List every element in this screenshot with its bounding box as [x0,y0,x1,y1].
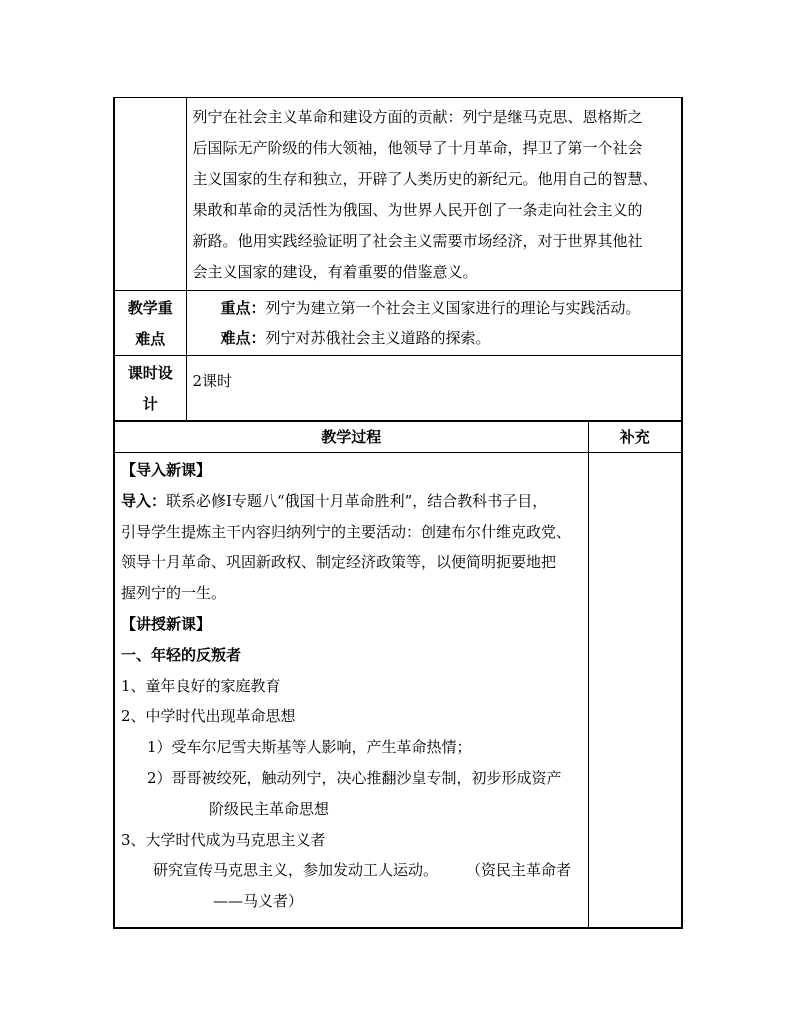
summary-line: 果敢和革命的灵活性为俄国、为世界人民开创了一条走向社会主义的 [192,201,643,219]
list-item: 3、大学时代成为马克思主义者 [121,830,326,849]
intro-line: 握列宁的一生。 [121,584,227,603]
intro-line: 引导学生提炼主干内容归纳列宁的主要活动：创建布尔什维克政党、 [121,522,572,541]
process-header: 教学过程 [114,421,588,453]
item3-note: ——马义者） [213,892,304,911]
summary-text [186,98,682,291]
key-points-content [186,291,682,356]
sub-item: 1）受车尔尼雪夫斯基等人影响，产生革命热情； [147,738,472,757]
summary-row [114,98,682,291]
difficult-point: 难点：列宁对苏俄社会主义道路的探索。 [220,329,491,347]
hours-value: 2课时 [186,356,682,422]
lecture-heading: 【讲授新课】 [121,614,212,633]
intro-line: 导入：联系必修Ⅰ专题八“俄国十月革命胜利”，结合教科书子目， [121,491,548,510]
summary-line: 列宁在社会主义革命和建设方面的贡献：列宁是继马克思、恩格斯之 [192,108,643,126]
summary-line: 后国际无产阶级的伟大领袖，他领导了十月革命，捍卫了第一个社会 [192,139,643,157]
hours-label: 课时设 计 [114,356,186,422]
key-points-row [114,291,682,356]
process-content [114,453,588,929]
list-item: 1、童年良好的家庭教育 [121,676,281,695]
hours-row [114,356,682,422]
list-item: 2、中学时代出现革命思想 [121,707,296,726]
supplement-header: 补充 [588,421,682,453]
intro-line: 领导十月革命、巩固新政权、制定经济政策等，以便简明扼要地把 [121,553,557,572]
item3-text: 研究宣传马克思主义，参加发动工人运动。 （资民主革命者 [153,861,572,880]
intro-heading: 【导入新课】 [121,461,212,479]
summary-line: 会主义国家的建设，有着重要的借鉴意义。 [192,263,478,281]
sub-item: 2）哥哥被绞死，触动列宁，决心推翻沙皇专制，初步形成资产 [147,768,562,787]
lesson-plan-table [113,97,681,929]
process-header-row [114,421,682,453]
summary-label-cell [114,98,186,291]
key-points-label: 教学重 难点 [114,291,186,356]
summary-line: 新路。他用实践经验证明了社会主义需要市场经济，对于世界其他社 [192,232,643,250]
summary-line: 主义国家的生存和独立，开辟了人类历史的新纪元。他用自己的智慧、 [192,170,658,188]
key-point: 重点：列宁为建立第一个社会主义国家进行的理论与实践活动。 [220,299,641,317]
supplement-cell [588,453,682,929]
sub-item-continued: 阶级民主革命思想 [209,799,330,818]
section-title: 一、年轻的反叛者 [121,645,242,664]
process-content-row [114,453,682,929]
